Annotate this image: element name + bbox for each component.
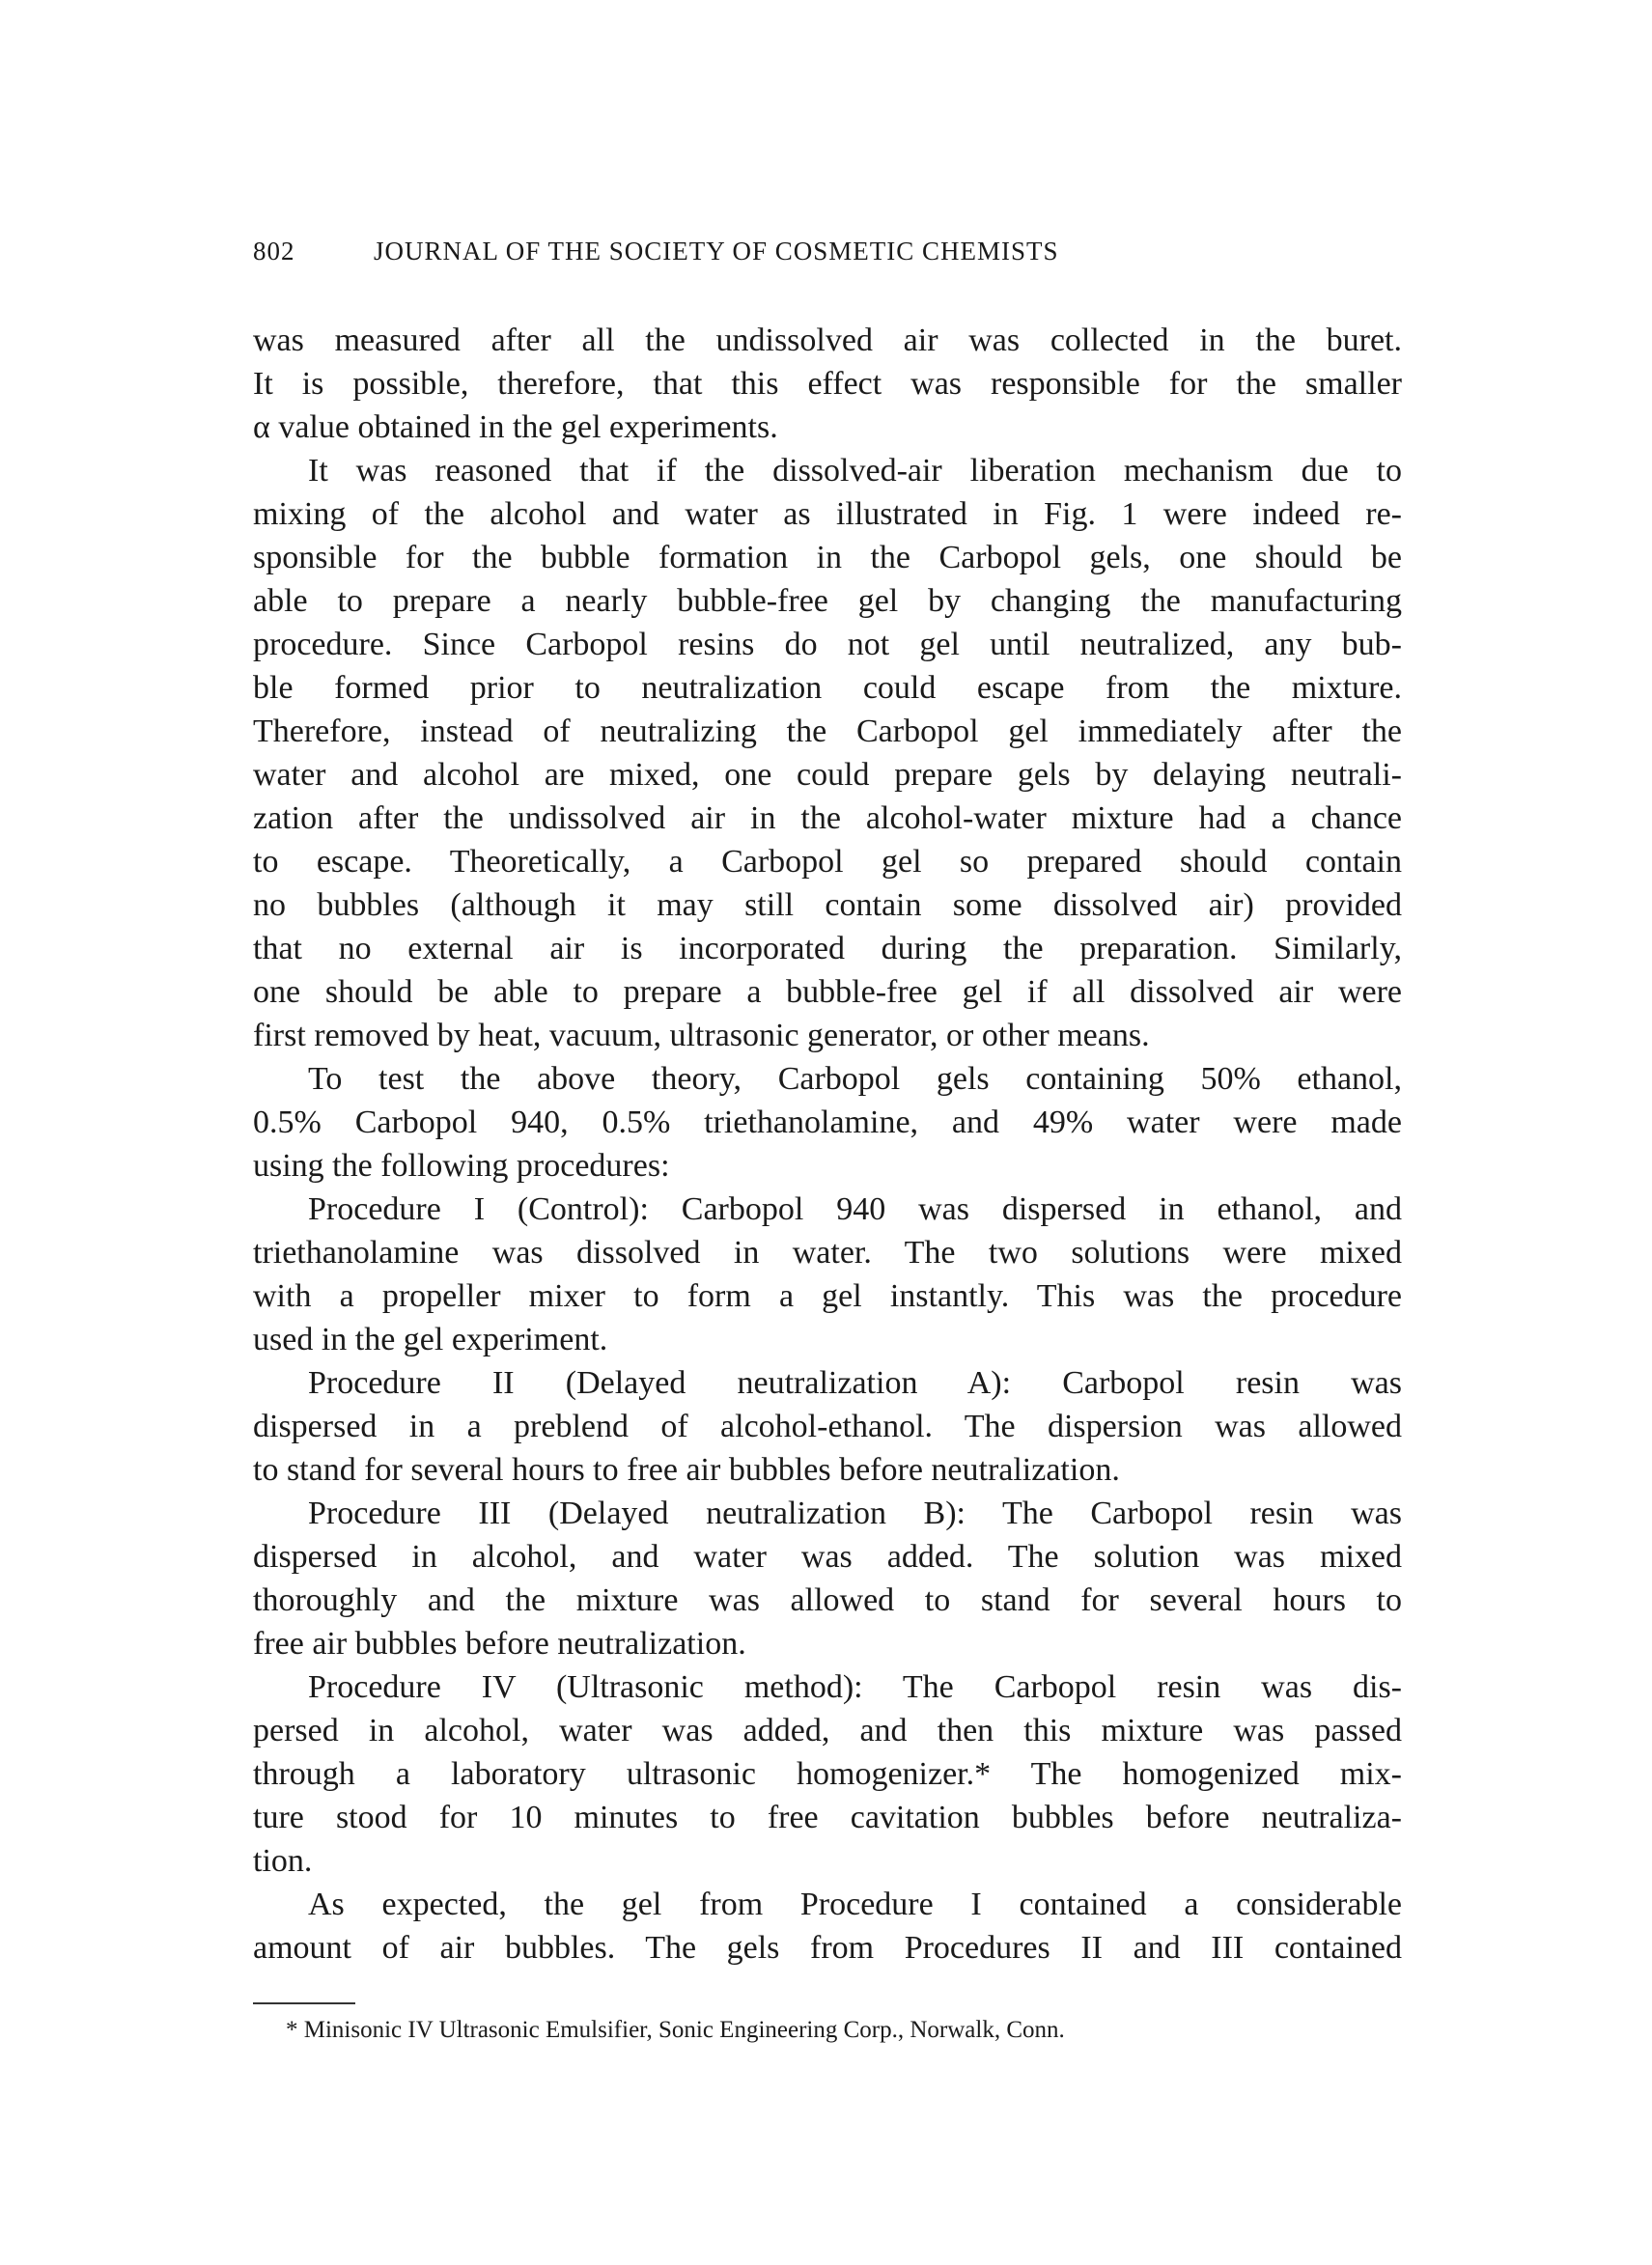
text-line: water and alcohol are mixed, one could prepare gels by delaying neutrali- [253,757,1402,793]
text-line: able to prepare a nearly bubble-free gel by changing the manufacturing [253,583,1402,619]
text-line: Procedure I (Control): Carbopol 940 was dispersed in ethanol, and [308,1191,1402,1227]
text-line: free air bubbles before neutralization. [253,1626,746,1662]
text-line: zation after the undissolved air in the alcohol-water mixture had a chance [253,800,1402,836]
text-line: It is possible, therefore, that this effect was responsible for the smaller [253,366,1402,402]
text-line: no bubbles (although it may still contain some dissolved air) provided [253,887,1402,923]
text-line: To test the above theory, Carbopol gels containing 50% ethanol, [308,1061,1402,1097]
paragraph [253,1057,1402,1188]
paragraph [253,1492,1402,1665]
text-line: one should be able to prepare a bubble-free gel if all dissolved air were [253,974,1402,1010]
paragraph [253,1361,1402,1492]
text-line: It was reasoned that if the dissolved-air liberation mechanism due to [308,453,1402,489]
footnote-divider [253,2002,355,2004]
text-line: α value obtained in the gel experiments. [253,409,778,445]
text-line: Procedure III (Delayed neutralization B): The Carbopol resin was [308,1496,1402,1531]
text-line: was measured after all the undissolved air was collected in the buret. [253,322,1402,358]
paragraph [253,1188,1402,1361]
text-line: to stand for several hours to free air bubbles before neutralization. [253,1452,1120,1488]
running-header [253,234,1402,268]
text-line: dispersed in a preblend of alcohol-ethanol. The dispersion was allowed [253,1409,1402,1444]
text-line: procedure. Since Carbopol resins do not gel until neutralized, any bub- [253,627,1402,662]
text-line: first removed by heat, vacuum, ultrasonic generator, or other means. [253,1018,1150,1053]
body-text [253,319,1402,1970]
text-line: to escape. Theoretically, a Carbopol gel so prepared should contain [253,844,1402,880]
journal-title: JOURNAL OF THE SOCIETY OF COSMETIC CHEMISTS [374,237,1059,266]
text-line: ble formed prior to neutralization could escape from the mixture. [253,670,1402,706]
text-line: Therefore, instead of neutralizing the Carbopol gel immediately after the [253,713,1402,749]
text-line: tion. [253,1843,313,1879]
text-line: 0.5% Carbopol 940, 0.5% triethanolamine, and 49% water were made [253,1105,1402,1140]
text-line: Procedure II (Delayed neutralization A): Carbopol resin was [308,1365,1402,1401]
text-line: Procedure IV (Ultrasonic method): The Carbopol resin was dis- [308,1669,1402,1705]
text-line: used in the gel experiment. [253,1322,608,1357]
paragraph [253,1665,1402,1883]
page-number: 802 [253,237,295,266]
text-line: persed in alcohol, water was added, and then this mixture was passed [253,1713,1402,1748]
text-line: using the following procedures: [253,1148,670,1184]
text-line: mixing of the alcohol and water as illustrated in Fig. 1 were indeed re- [253,496,1402,532]
text-line: dispersed in alcohol, and water was added. The solution was mixed [253,1539,1402,1575]
text-line: thoroughly and the mixture was allowed to stand for several hours to [253,1582,1402,1618]
text-line: ture stood for 10 minutes to free cavitation bubbles before neutraliza- [253,1800,1402,1835]
text-line: As expected, the gel from Procedure I contained a considerable [308,1887,1402,1922]
text-line: amount of air bubbles. The gels from Procedures II and III contained [253,1930,1402,1966]
text-line: triethanolamine was dissolved in water. The two solutions were mixed [253,1235,1402,1271]
text-line: through a laboratory ultrasonic homogenizer.* The homogenized mix- [253,1756,1402,1792]
paragraph [253,449,1402,1057]
paragraph [253,319,1402,449]
text-line: sponsible for the bubble formation in the Carbopol gels, one should be [253,540,1402,575]
text-line: that no external air is incorporated during the preparation. Similarly, [253,931,1402,966]
paragraph [253,1883,1402,1970]
footnote: * Minisonic IV Ultrasonic Emulsifier, Sonic Engineering Corp., Norwalk, Conn. [286,2017,1065,2043]
text-line: with a propeller mixer to form a gel instantly. This was the procedure [253,1278,1402,1314]
